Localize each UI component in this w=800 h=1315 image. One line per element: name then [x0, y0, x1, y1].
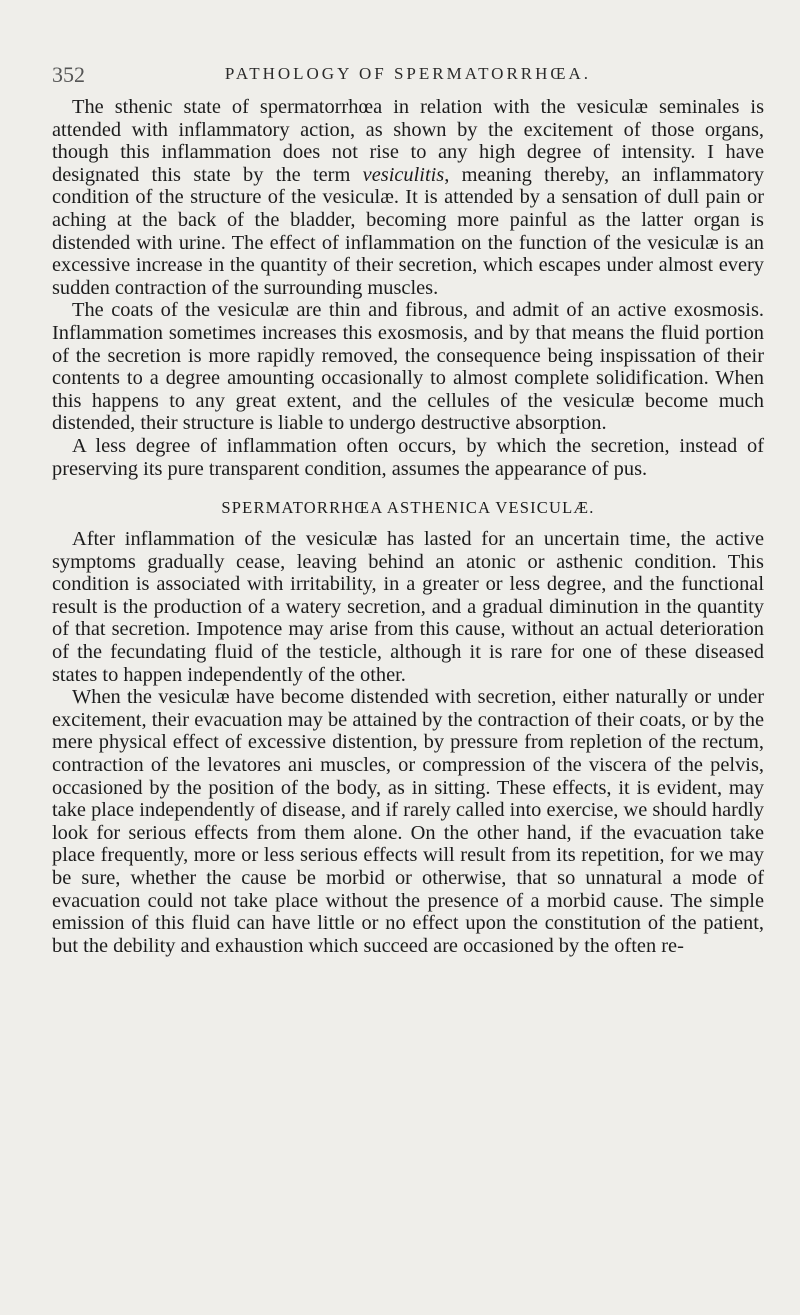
- page-number: 352: [52, 62, 85, 87]
- running-title: PATHOLOGY OF SPERMATORRHŒA.: [224, 64, 592, 83]
- body-text: [52, 96, 764, 957]
- paragraph-sthenic-state: [52, 96, 764, 299]
- section-heading: SPERMATORRHŒA ASTHENICA VESICULÆ.: [221, 498, 595, 518]
- paragraph-coats: The coats of the vesiculæ are thin and fibrous, and admit of an active exosmosis. Inflammation sometimes increases this exosmosis, and by that means the fluid portion of the secretion is more rapidly removed, the consequence being inspissation of their contents to a degree amounting occasionally to almost complete solidification. When this happens to any great extent, and the cellules of the vesiculæ become much distended, their structure is liable to undergo destructive absorption.: [52, 299, 764, 435]
- paragraph-less-degree: A less degree of inflammation often occurs, by which the secretion, instead of preserving its pure transparent condition, assumes the appearance of pus.: [52, 434, 764, 480]
- running-head: [52, 62, 764, 92]
- italic-term: vesiculitis: [362, 163, 445, 186]
- paragraph-distended: When the vesiculæ have become distended with secretion, either naturally or under excitement, their evacuation may be attained by the contraction of their coats, or by the mere physical effect of excessive distention, by pressure from repletion of the rectum, contraction of the levatores ani muscles, or compression of the viscera of the pelvis, occasioned by the position of the body, as in sitting. These effects, it is evident, may take place independently of disease, and if rarely called into exercise, we should hardly look for serious effects from them alone. On the other hand, if the evacuation take place frequently, more or less serious effects will result from its repetition, for we may be sure, whether the cause be morbid or otherwise, that so unnatural a mode of evacuation could not take place without the presence of a morbid cause. The simple emission of this fluid can have little or no effect upon the constitution of the patient, but the debility and exhaustion which succeed are occasioned by the often re-: [52, 686, 764, 957]
- paragraph-text: The sthenic state of spermatorrhœa in relation with the vesiculæ seminales is attended with inflammatory action, as shown by the excitement of those organs, though this inflammation does not rise to any high degree of intensity. I have designated this state by the term: [52, 96, 764, 186]
- paragraph-after-inflammation: After inflammation of the vesiculæ has lasted for an uncertain time, the active symptoms gradually cease, leaving behind an atonic or asthenic condition. This condition is associated with irritability, in a greater or less degree, and the functional result is the production of a watery secretion, and a gradual diminution in the quantity of that secretion. Impotence may arise from this cause, without an actual deterioration of the fecundating fluid of the testicle, although it is rare for one of these diseased states to happen independently of the other.: [52, 528, 764, 686]
- paragraph-text: , meaning thereby, an inflammatory condition of the structure of the vesiculæ. It is attended by a sensation of dull pain or aching at the back of the bladder, becoming more painful as the latter organ is distended with urine. The effect of inflammation on the function of the vesiculæ is an excessive increase in the quantity of their secretion, which escapes under almost every sudden contraction of the surrounding muscles.: [52, 163, 764, 299]
